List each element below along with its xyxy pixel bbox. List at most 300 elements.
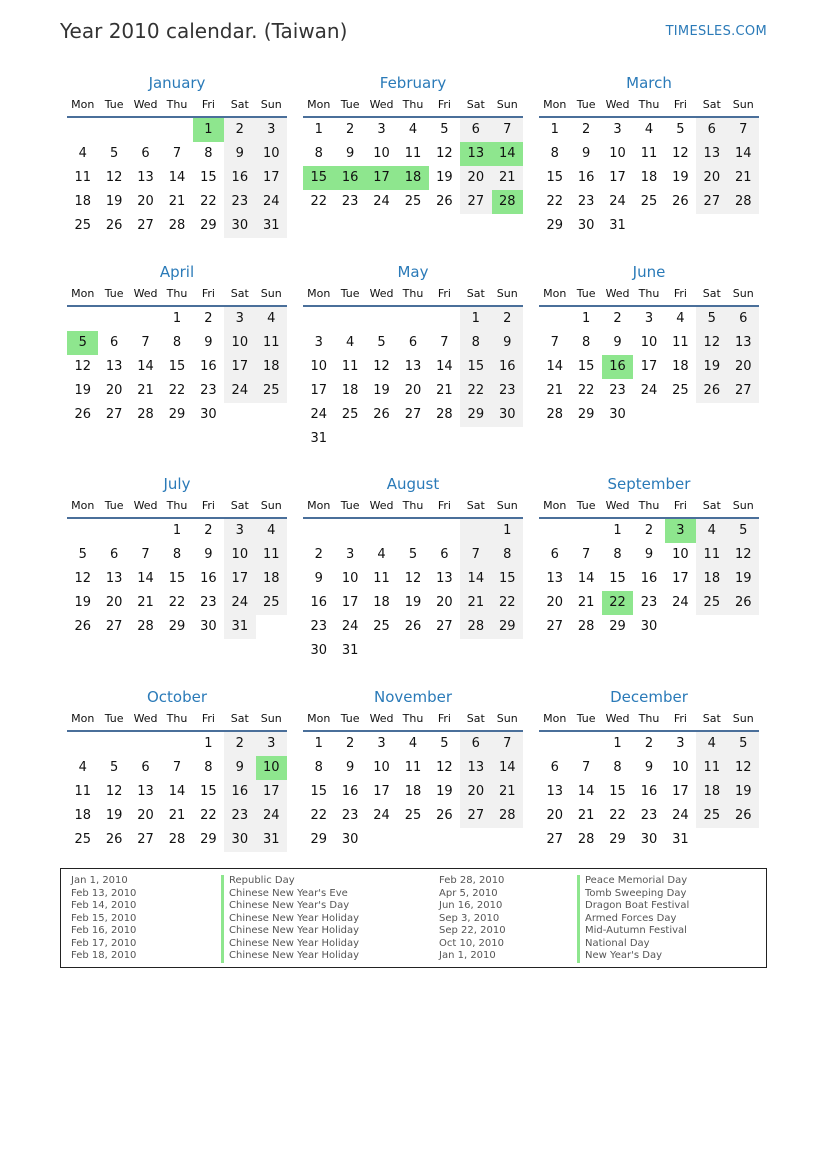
day-cell: 4 bbox=[408, 122, 418, 137]
month-august bbox=[303, 473, 523, 663]
day-cell: 30 bbox=[341, 832, 359, 847]
day-cell: 11 bbox=[256, 543, 287, 567]
day-cell: 31 bbox=[256, 214, 287, 238]
weekday-label: Mon bbox=[71, 499, 95, 512]
month-november bbox=[303, 686, 523, 852]
weekday-label: Sun bbox=[496, 287, 518, 300]
day-cell: 25 bbox=[640, 194, 658, 209]
day-cell: 8 bbox=[172, 547, 182, 562]
day-cell: 5 bbox=[109, 760, 119, 775]
empty-cell bbox=[696, 828, 727, 852]
day-cell: 1 bbox=[460, 307, 491, 331]
weekday-label: Sat bbox=[230, 287, 249, 300]
empty-cell bbox=[460, 639, 491, 663]
legend-date: Sep 3, 2010 bbox=[439, 912, 500, 924]
day-cell: 1 bbox=[492, 519, 523, 543]
day-cell: 18 bbox=[256, 567, 287, 591]
day-cell: 11 bbox=[74, 170, 91, 185]
page-title: Year 2010 calendar. (Taiwan) bbox=[60, 19, 348, 43]
day-cell: 1 bbox=[581, 311, 591, 326]
weekday-label: Thu bbox=[638, 287, 660, 300]
weekday-label: Sat bbox=[230, 499, 249, 512]
empty-cell bbox=[224, 403, 255, 427]
day-cell: 4 bbox=[256, 307, 287, 331]
day-cell: 23 bbox=[341, 808, 359, 823]
day-cell: 13 bbox=[436, 571, 453, 586]
weekday-header bbox=[539, 94, 759, 118]
day-cell: 21 bbox=[728, 166, 759, 190]
empty-cell bbox=[570, 519, 601, 543]
day-cell: 27 bbox=[436, 619, 453, 634]
day-cell: 27 bbox=[546, 619, 563, 634]
day-cell: 22 bbox=[200, 808, 217, 823]
day-cell: 15 bbox=[310, 784, 327, 799]
day-cell: 18 bbox=[256, 355, 287, 379]
day-cell: 10 bbox=[256, 142, 287, 166]
legend-holiday-name: Peace Memorial Day bbox=[585, 875, 688, 886]
day-cell: 10 bbox=[672, 547, 689, 562]
day-cell: 3 bbox=[345, 547, 355, 562]
weekday-label: Sat bbox=[230, 712, 249, 725]
day-cell: 6 bbox=[460, 118, 491, 142]
day-cell: 27 bbox=[696, 190, 727, 214]
day-cell: 9 bbox=[613, 335, 622, 350]
day-cell: 24 bbox=[224, 591, 255, 615]
legend-date: Jun 16, 2010 bbox=[439, 900, 503, 911]
day-cell: 1 bbox=[172, 311, 182, 326]
legend-right-marker bbox=[577, 875, 580, 963]
day-cell: 12 bbox=[728, 543, 759, 567]
empty-cell bbox=[728, 615, 759, 639]
legend-left-marker bbox=[221, 875, 224, 963]
legend-left-names bbox=[229, 875, 359, 963]
legend-date: Jan 1, 2010 bbox=[71, 875, 128, 886]
empty-cell bbox=[303, 307, 334, 331]
day-cell: 29 bbox=[200, 832, 217, 847]
day-cell: 9 bbox=[492, 331, 523, 355]
legend-date: Feb 16, 2010 bbox=[71, 925, 137, 936]
day-cell: 13 bbox=[105, 571, 123, 586]
empty-cell bbox=[397, 307, 428, 331]
day-cell: 23 bbox=[640, 595, 658, 610]
empty-cell bbox=[696, 214, 727, 238]
legend-date: Jan 1, 2010 bbox=[439, 950, 496, 961]
holiday-day: 22 bbox=[602, 591, 633, 615]
day-cell: 27 bbox=[105, 619, 123, 634]
day-cell: 13 bbox=[460, 756, 491, 780]
legend-holiday-name: Dragon Boat Festival bbox=[585, 900, 690, 911]
empty-cell bbox=[366, 828, 397, 852]
legend-right-names bbox=[585, 875, 689, 963]
day-cell: 25 bbox=[696, 591, 727, 615]
day-cell: 7 bbox=[550, 335, 559, 350]
day-cell: 2 bbox=[345, 122, 355, 137]
day-cell: 26 bbox=[404, 619, 422, 634]
day-cell: 15 bbox=[200, 784, 217, 799]
day-cell: 19 bbox=[373, 383, 390, 398]
day-cell: 16 bbox=[224, 166, 255, 190]
day-cell: 29 bbox=[200, 218, 217, 233]
day-cell: 7 bbox=[728, 118, 759, 142]
weekday-label: Mon bbox=[543, 287, 567, 300]
day-cell: 21 bbox=[460, 591, 491, 615]
day-cell: 4 bbox=[696, 519, 727, 543]
day-cell: 20 bbox=[460, 166, 491, 190]
weekday-label: Fri bbox=[437, 287, 451, 300]
day-cell: 13 bbox=[137, 784, 154, 799]
empty-cell bbox=[334, 307, 365, 331]
day-cell: 10 bbox=[373, 760, 390, 775]
day-grid bbox=[303, 118, 523, 214]
holiday-day: 10 bbox=[256, 756, 287, 780]
day-cell: 2 bbox=[581, 122, 591, 137]
day-cell: 24 bbox=[224, 379, 255, 403]
empty-cell bbox=[334, 519, 365, 543]
day-cell: 27 bbox=[404, 407, 422, 422]
day-cell: 25 bbox=[256, 379, 287, 403]
weekday-label: Tue bbox=[104, 712, 124, 725]
empty-cell bbox=[570, 732, 601, 756]
day-cell: 10 bbox=[640, 335, 658, 350]
day-cell: 14 bbox=[168, 170, 186, 185]
month-name: May bbox=[397, 263, 429, 281]
day-cell: 26 bbox=[105, 832, 123, 847]
day-cell: 20 bbox=[404, 383, 422, 398]
day-cell: 3 bbox=[377, 736, 386, 751]
day-cell: 8 bbox=[492, 543, 523, 567]
weekday-label: Sun bbox=[260, 287, 282, 300]
day-cell: 7 bbox=[141, 547, 150, 562]
empty-cell bbox=[161, 118, 192, 142]
holiday-day: 28 bbox=[492, 190, 523, 214]
day-cell: 2 bbox=[204, 523, 213, 538]
day-cell: 5 bbox=[440, 122, 449, 137]
day-cell: 29 bbox=[168, 619, 186, 634]
weekday-label: Mon bbox=[71, 712, 95, 725]
month-september bbox=[539, 473, 759, 639]
day-cell: 2 bbox=[644, 736, 654, 751]
day-grid bbox=[303, 519, 523, 663]
weekday-label: Wed bbox=[605, 712, 630, 725]
day-cell: 23 bbox=[640, 808, 658, 823]
day-cell: 30 bbox=[492, 403, 523, 427]
day-cell: 10 bbox=[672, 760, 689, 775]
legend-date: Feb 28, 2010 bbox=[439, 875, 505, 886]
weekday-label: Fri bbox=[201, 499, 215, 512]
weekday-label: Mon bbox=[307, 287, 331, 300]
legend-holiday-name: Chinese New Year Holiday bbox=[229, 937, 360, 949]
day-cell: 29 bbox=[310, 832, 327, 847]
weekday-label: Thu bbox=[638, 98, 660, 111]
day-cell: 7 bbox=[581, 547, 591, 562]
day-cell: 4 bbox=[256, 519, 287, 543]
month-name: September bbox=[607, 475, 691, 493]
empty-cell bbox=[728, 828, 759, 852]
day-cell: 2 bbox=[345, 736, 355, 751]
day-cell: 8 bbox=[613, 760, 622, 775]
day-cell: 24 bbox=[256, 804, 287, 828]
day-cell: 3 bbox=[224, 307, 255, 331]
day-cell: 19 bbox=[436, 170, 453, 185]
month-june bbox=[539, 261, 759, 427]
day-cell: 12 bbox=[404, 571, 422, 586]
day-cell: 5 bbox=[676, 122, 685, 137]
day-cell: 5 bbox=[377, 335, 386, 350]
day-cell: 14 bbox=[436, 359, 453, 374]
day-cell: 28 bbox=[460, 615, 491, 639]
weekday-label: Fri bbox=[673, 712, 687, 725]
day-cell: 26 bbox=[436, 808, 453, 823]
month-name: August bbox=[386, 475, 440, 493]
day-cell: 6 bbox=[109, 547, 119, 562]
weekday-label: Thu bbox=[402, 98, 424, 111]
weekday-label: Sat bbox=[466, 712, 485, 725]
day-cell: 28 bbox=[436, 407, 453, 422]
weekday-label: Tue bbox=[576, 287, 596, 300]
day-cell: 7 bbox=[172, 760, 182, 775]
day-cell: 11 bbox=[696, 543, 727, 567]
day-cell: 4 bbox=[644, 122, 654, 137]
weekday-label: Tue bbox=[340, 98, 360, 111]
empty-cell bbox=[130, 519, 161, 543]
day-cell: 3 bbox=[377, 122, 386, 137]
day-cell: 9 bbox=[224, 142, 255, 166]
day-cell: 20 bbox=[696, 166, 727, 190]
day-grid bbox=[67, 118, 287, 238]
day-cell: 22 bbox=[492, 591, 523, 615]
day-cell: 25 bbox=[404, 808, 422, 823]
day-cell: 12 bbox=[105, 784, 123, 799]
day-cell: 9 bbox=[581, 146, 591, 161]
day-cell: 2 bbox=[224, 118, 255, 142]
weekday-label: Mon bbox=[307, 98, 331, 111]
day-cell: 4 bbox=[676, 311, 685, 326]
day-cell: 13 bbox=[105, 359, 123, 374]
weekday-label: Sun bbox=[496, 499, 518, 512]
day-cell: 9 bbox=[204, 547, 213, 562]
day-cell: 21 bbox=[168, 808, 186, 823]
day-cell: 19 bbox=[728, 567, 759, 591]
month-name: January bbox=[148, 74, 206, 92]
day-cell: 28 bbox=[168, 832, 186, 847]
day-cell: 5 bbox=[728, 732, 759, 756]
day-cell: 13 bbox=[546, 571, 563, 586]
empty-cell bbox=[492, 828, 523, 852]
weekday-header bbox=[303, 94, 523, 118]
day-cell: 11 bbox=[640, 146, 658, 161]
day-cell: 6 bbox=[460, 732, 491, 756]
day-cell: 27 bbox=[546, 832, 563, 847]
day-cell: 10 bbox=[341, 571, 359, 586]
day-cell: 27 bbox=[137, 832, 154, 847]
day-grid bbox=[539, 307, 759, 427]
day-cell: 24 bbox=[256, 190, 287, 214]
weekday-label: Tue bbox=[104, 499, 124, 512]
day-cell: 15 bbox=[492, 567, 523, 591]
day-cell: 12 bbox=[696, 331, 727, 355]
empty-cell bbox=[492, 639, 523, 663]
day-grid bbox=[539, 732, 759, 852]
weekday-label: Mon bbox=[71, 287, 95, 300]
brand-link[interactable]: TIMESLES.COM bbox=[665, 24, 767, 39]
day-cell: 20 bbox=[546, 595, 563, 610]
legend-holiday-name: Chinese New Year's Eve bbox=[229, 887, 348, 899]
day-cell: 25 bbox=[404, 194, 422, 209]
weekday-label: Tue bbox=[104, 287, 124, 300]
holiday-day: 1 bbox=[193, 118, 224, 142]
legend-holiday-name: Chinese New Year's Day bbox=[229, 900, 350, 911]
day-cell: 14 bbox=[546, 359, 563, 374]
day-cell: 4 bbox=[696, 732, 727, 756]
empty-cell bbox=[397, 519, 428, 543]
day-cell: 26 bbox=[728, 591, 759, 615]
month-may bbox=[303, 261, 523, 451]
day-cell: 12 bbox=[74, 571, 91, 586]
day-cell: 5 bbox=[109, 146, 119, 161]
day-cell: 26 bbox=[74, 407, 91, 422]
day-cell: 6 bbox=[440, 547, 449, 562]
day-cell: 15 bbox=[168, 571, 186, 586]
day-cell: 4 bbox=[78, 146, 87, 161]
day-cell: 2 bbox=[204, 311, 213, 326]
empty-cell bbox=[67, 732, 98, 756]
empty-cell bbox=[98, 118, 129, 142]
day-cell: 18 bbox=[696, 567, 727, 591]
empty-cell bbox=[633, 403, 664, 427]
day-cell: 16 bbox=[200, 359, 217, 374]
day-cell: 3 bbox=[314, 335, 323, 350]
day-cell: 8 bbox=[613, 547, 622, 562]
empty-cell bbox=[429, 307, 460, 331]
day-cell: 14 bbox=[460, 567, 491, 591]
empty-cell bbox=[397, 828, 428, 852]
day-cell: 12 bbox=[436, 760, 453, 775]
weekday-label: Mon bbox=[307, 712, 331, 725]
day-cell: 19 bbox=[105, 808, 123, 823]
day-cell: 23 bbox=[200, 383, 217, 398]
holiday-day: 17 bbox=[366, 166, 397, 190]
day-cell: 27 bbox=[105, 407, 123, 422]
day-cell: 8 bbox=[204, 146, 213, 161]
day-cell: 27 bbox=[460, 804, 491, 828]
day-cell: 14 bbox=[168, 784, 186, 799]
empty-cell bbox=[334, 427, 365, 451]
day-cell: 7 bbox=[460, 543, 491, 567]
day-cell: 12 bbox=[74, 359, 91, 374]
day-cell: 15 bbox=[609, 571, 626, 586]
day-cell: 5 bbox=[440, 736, 449, 751]
day-cell: 28 bbox=[137, 407, 154, 422]
empty-cell bbox=[429, 639, 460, 663]
day-cell: 13 bbox=[137, 170, 154, 185]
month-name: March bbox=[626, 74, 672, 92]
day-cell: 20 bbox=[460, 780, 491, 804]
day-cell: 6 bbox=[550, 547, 559, 562]
empty-cell bbox=[397, 639, 428, 663]
legend-holiday-name: Chinese New Year Holiday bbox=[229, 950, 360, 961]
empty-cell bbox=[429, 828, 460, 852]
day-cell: 13 bbox=[728, 331, 759, 355]
day-cell: 16 bbox=[640, 784, 658, 799]
day-cell: 24 bbox=[310, 407, 327, 422]
day-cell: 16 bbox=[492, 355, 523, 379]
empty-cell bbox=[460, 519, 491, 543]
weekday-label: Wed bbox=[133, 712, 158, 725]
empty-cell bbox=[366, 427, 397, 451]
day-cell: 5 bbox=[408, 547, 418, 562]
empty-cell bbox=[728, 214, 759, 238]
weekday-label: Fri bbox=[437, 499, 451, 512]
legend-date: Apr 5, 2010 bbox=[439, 887, 498, 899]
empty-cell bbox=[256, 403, 287, 427]
day-cell: 15 bbox=[200, 170, 217, 185]
legend-holiday-name: Republic Day bbox=[229, 875, 295, 886]
weekday-label: Wed bbox=[369, 499, 394, 512]
day-cell: 30 bbox=[200, 619, 217, 634]
weekday-label: Sun bbox=[732, 712, 754, 725]
day-cell: 3 bbox=[256, 732, 287, 756]
empty-cell bbox=[366, 519, 397, 543]
day-cell: 19 bbox=[74, 383, 91, 398]
day-cell: 21 bbox=[492, 166, 523, 190]
day-cell: 11 bbox=[256, 331, 287, 355]
month-march bbox=[539, 72, 759, 238]
legend-holiday-name: Armed Forces Day bbox=[585, 912, 677, 924]
day-cell: 28 bbox=[137, 619, 154, 634]
day-cell: 30 bbox=[609, 407, 626, 422]
day-cell: 28 bbox=[492, 804, 523, 828]
empty-cell bbox=[130, 307, 161, 331]
day-cell: 2 bbox=[224, 732, 255, 756]
day-cell: 17 bbox=[609, 170, 626, 185]
day-cell: 24 bbox=[640, 383, 658, 398]
weekday-header bbox=[67, 94, 287, 118]
weekday-label: Fri bbox=[673, 499, 687, 512]
day-cell: 14 bbox=[577, 784, 595, 799]
day-cell: 17 bbox=[224, 355, 255, 379]
empty-cell bbox=[633, 214, 664, 238]
weekday-label: Wed bbox=[605, 287, 630, 300]
day-cell: 28 bbox=[577, 619, 595, 634]
day-cell: 8 bbox=[204, 760, 213, 775]
day-cell: 31 bbox=[224, 615, 255, 639]
weekday-label: Sun bbox=[260, 712, 282, 725]
day-cell: 9 bbox=[345, 760, 355, 775]
day-cell: 15 bbox=[577, 359, 595, 374]
day-cell: 17 bbox=[640, 359, 658, 374]
weekday-label: Wed bbox=[133, 287, 158, 300]
legend-date: Feb 18, 2010 bbox=[71, 950, 137, 961]
empty-cell bbox=[429, 519, 460, 543]
weekday-label: Tue bbox=[104, 98, 124, 111]
day-cell: 11 bbox=[696, 756, 727, 780]
day-cell: 14 bbox=[137, 359, 154, 374]
weekday-header bbox=[67, 495, 287, 519]
day-cell: 28 bbox=[728, 190, 759, 214]
day-grid bbox=[67, 307, 287, 427]
legend-date: Feb 17, 2010 bbox=[71, 937, 137, 949]
month-april bbox=[67, 261, 287, 427]
day-cell: 3 bbox=[256, 118, 287, 142]
empty-cell bbox=[665, 214, 696, 238]
weekday-label: Sat bbox=[702, 712, 721, 725]
day-cell: 18 bbox=[341, 383, 359, 398]
month-name: July bbox=[163, 475, 191, 493]
day-cell: 6 bbox=[728, 307, 759, 331]
day-grid bbox=[303, 732, 523, 852]
empty-cell bbox=[161, 732, 192, 756]
day-cell: 16 bbox=[577, 170, 595, 185]
